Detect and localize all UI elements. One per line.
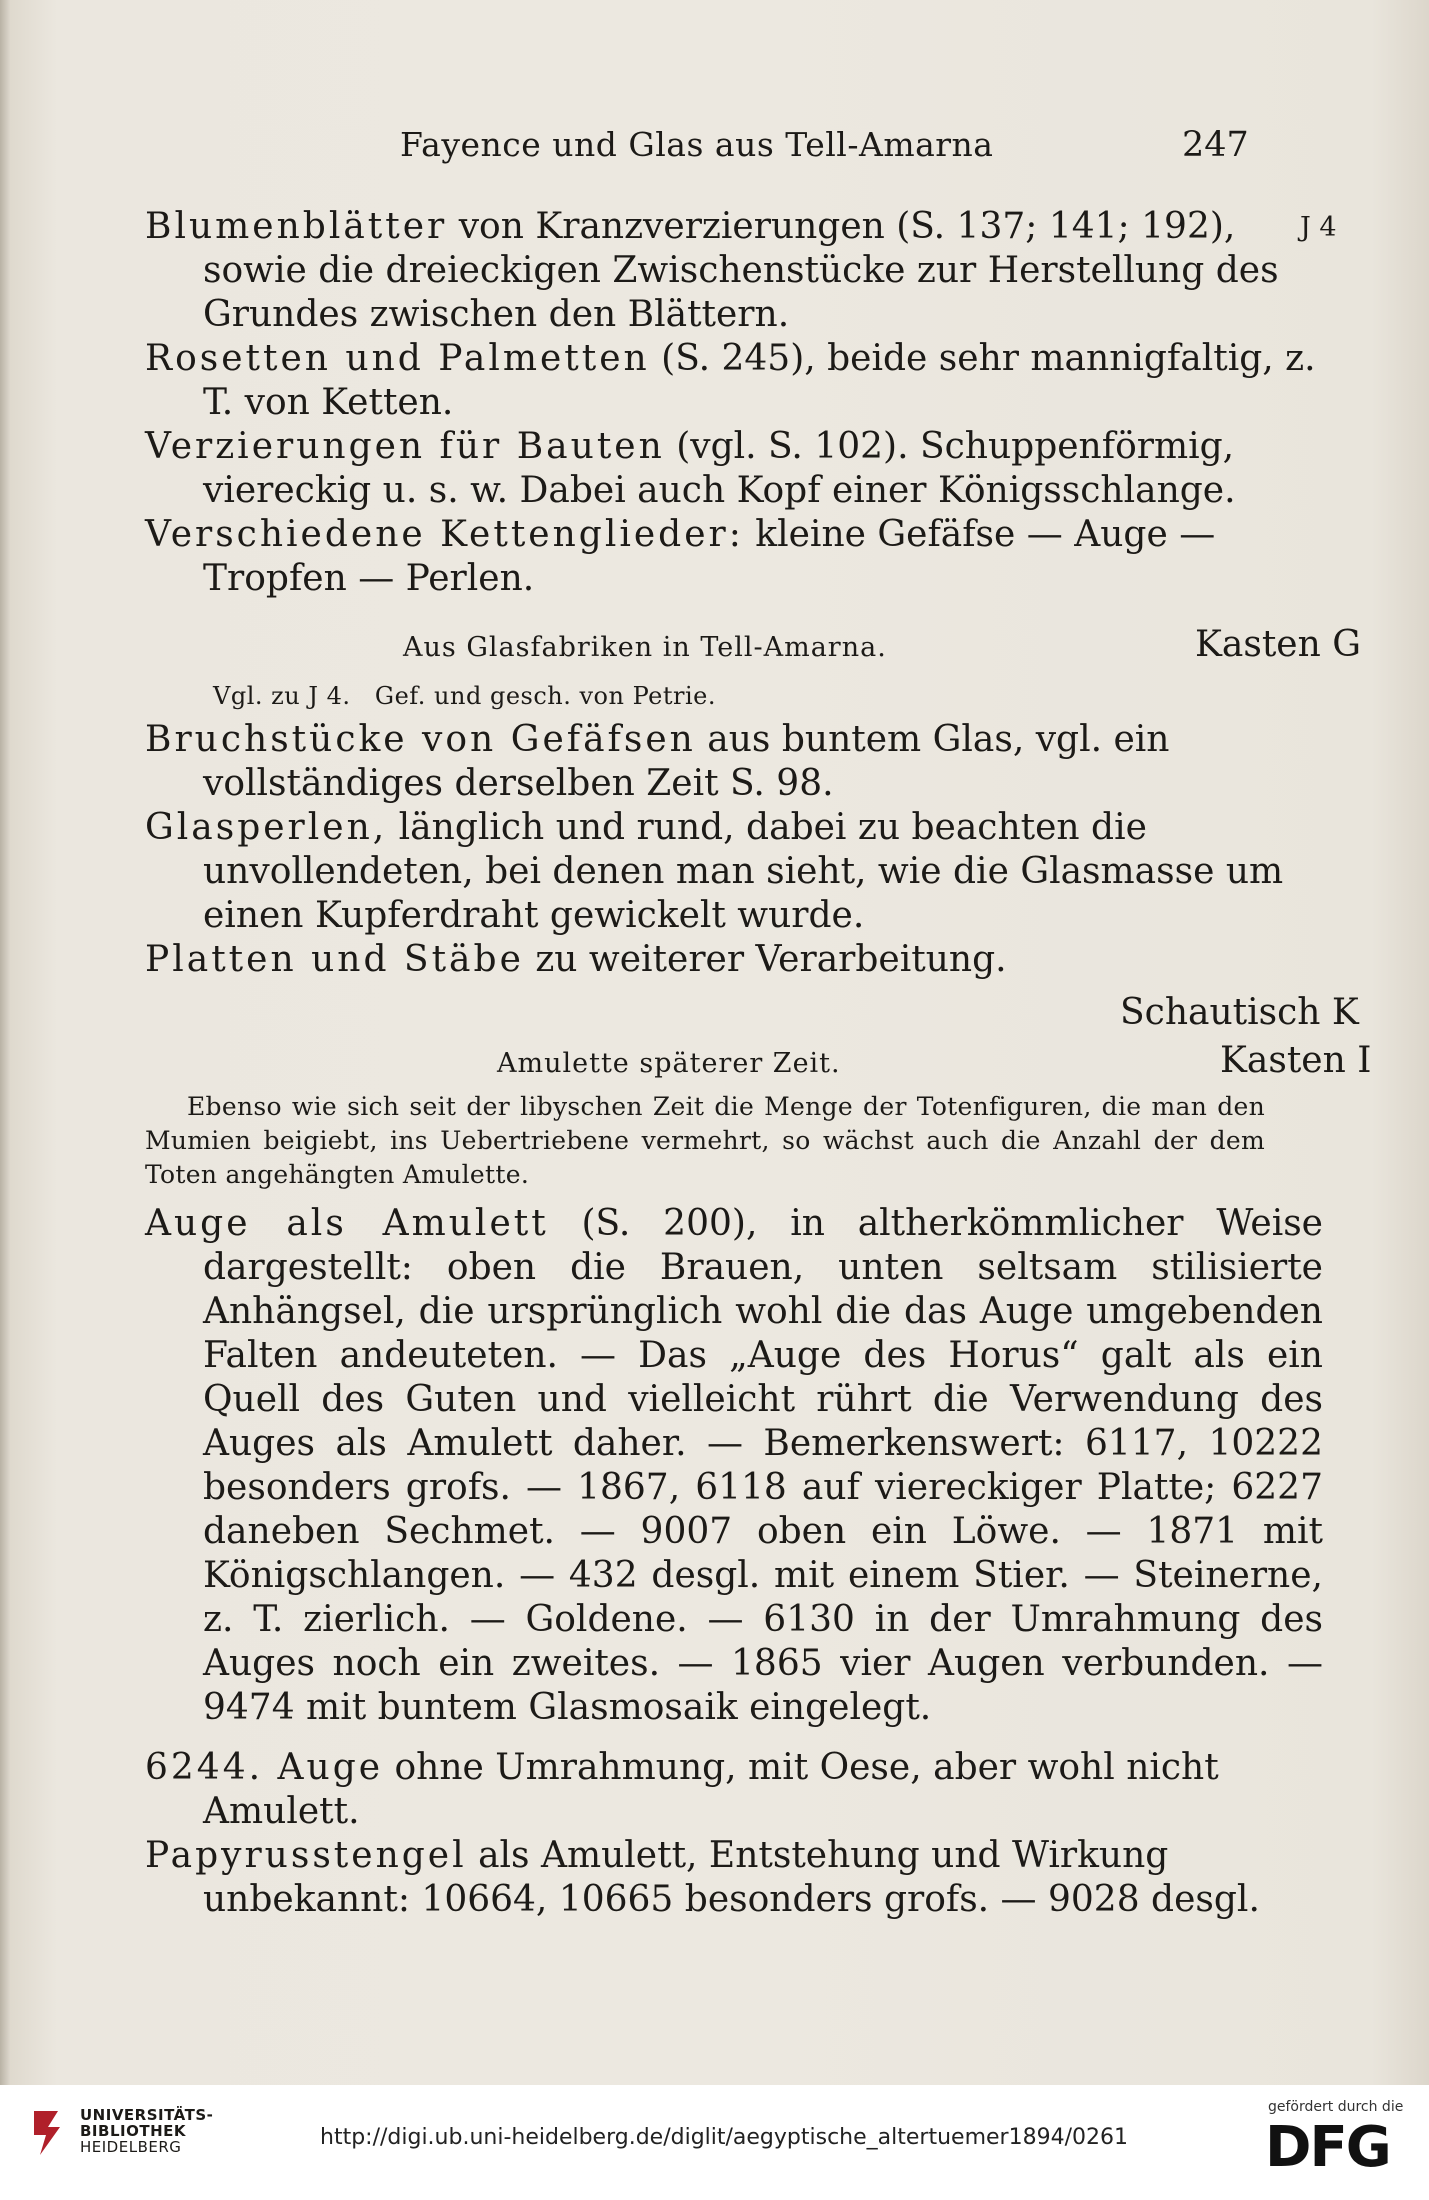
- running-title: Fayence und Glas aus Tell-Amarna: [400, 125, 994, 164]
- entry-text: als Amulett, Entstehung und Wirkung unbekannt: 10664, 10665 besonders grofs. — 9028 desgl.: [203, 1835, 1260, 1920]
- entry-lead: Papyrusstengel: [145, 1835, 467, 1876]
- entry-lead: Verschiedene Kettenglieder:: [145, 514, 744, 555]
- entry-lead: Platten und Stäbe: [145, 939, 524, 980]
- entry-text: von Kranzverzierungen (S. 137; 141; 192), sowie die dreieckigen Zwischenstücke zur Herstellung des Grundes zwischen den Blättern.: [203, 206, 1279, 335]
- entry-kettenglieder: [145, 513, 1323, 601]
- entry-text: aus buntem Glas, vgl. ein vollständiges derselben Zeit S. 98.: [203, 719, 1170, 804]
- entry-text: kleine Gefäfse — Auge — Tropfen — Perlen.: [203, 514, 1216, 599]
- entry-papyrusstengel: [145, 1834, 1323, 1922]
- entry-verzierungen: [145, 425, 1323, 513]
- permalink-url[interactable]: http://digi.ub.uni-heidelberg.de/diglit/aegyptische_altertuemer1894/0261: [320, 2125, 1128, 2150]
- funding-text: gefördert durch die: [1268, 2099, 1404, 2115]
- entry-platten: [145, 938, 1323, 982]
- case-label-g: Kasten G: [1195, 624, 1361, 665]
- display-label-k: Schautisch K: [1120, 992, 1359, 1033]
- dfg-logo: DFG: [1265, 2115, 1390, 2180]
- section-note-glas: Vgl. zu J 4. Gef. und gesch. von Petrie.: [213, 682, 716, 710]
- entry-auge-amulett: [145, 1202, 1323, 1730]
- page-gutter: [0, 0, 10, 2085]
- library-name: [80, 2107, 213, 2155]
- case-label-i: Kasten I: [1220, 1040, 1372, 1081]
- entry-text: länglich und rund, dabei zu beachten die unvollendeten, bei denen man sieht, wie die Glasmasse um einen Kupferdraht gewickelt wurde.: [203, 807, 1284, 936]
- section-heading-amulette: Amulette späterer Zeit.: [497, 1048, 841, 1079]
- library-logo-icon: [30, 2107, 68, 2159]
- entry-lead: Verzierungen für Bauten: [145, 426, 665, 467]
- section-heading-glas: Aus Glasfabriken in Tell-Amarna.: [403, 632, 887, 663]
- entry-lead: Rosetten und Palmetten: [145, 338, 650, 379]
- entry-rosetten: [145, 337, 1323, 425]
- entry-6244: [145, 1746, 1323, 1834]
- entry-text: ohne Umrahmung, mit Oese, aber wohl nicht Amulett.: [203, 1747, 1219, 1832]
- viewer-footer: [0, 2085, 1429, 2200]
- page-number: 247: [1182, 125, 1249, 165]
- section-intro-amulette: Ebenso wie sich seit der libyschen Zeit die Menge der Totenfiguren, die man den Mumien beigiebt, ins Uebertriebene vermehrt, so wächst auch die Anzahl der dem Toten angehängten Amulette.: [145, 1092, 1265, 1189]
- entry-lead: Blumenblätter: [145, 206, 448, 247]
- entry-text: (S. 200), in altherkömmlicher Weise dargestellt: oben die Brauen, unten seltsam stilisierte Anhängsel, die ursprünglich wohl die das Auge umgebenden Falten andeuteten. — Das „Auge des Horus“ galt als ein Quell des Guten und vielleicht rührt die Verwendung des Auges als Amulett daher. — Bemerkenswert: 6117, 10222 besonders grofs. — 1867, 6118 auf viereckiger Platte; 6227 daneben Sechmet. — 9007 oben ein Löwe. — 1871 mit Königschlangen. — 432 desgl. mit einem Stier. — Steinerne, z. T. zierlich. — Goldene. — 6130 in der Umrahmung des Auges noch ein zweites. — 1865 vier Augen verbunden. — 9474 mit buntem Glasmosaik eingelegt.: [203, 1203, 1323, 1728]
- library-name-line2: BIBLIOTHEK: [80, 2122, 186, 2140]
- page-header: [0, 125, 1429, 175]
- entry-lead: Glasperlen,: [145, 807, 388, 848]
- entry-blumenblaetter: [145, 205, 1323, 337]
- entry-lead: Auge als Amulett: [145, 1203, 549, 1244]
- entry-text: zu weiterer Verarbeitung.: [523, 939, 1007, 980]
- entry-lead: 6244. Auge: [145, 1747, 384, 1788]
- entry-lead: Bruchstücke von Gefäfsen: [145, 719, 696, 760]
- entry-glasperlen: [145, 806, 1323, 938]
- library-name-line3: HEIDELBERG: [80, 2138, 182, 2156]
- entry-text: (vgl. S. 102). Schuppenförmig, viereckig u. s. w. Dabei auch Kopf einer Königsschlange.: [203, 426, 1236, 511]
- library-name-line1: UNIVERSITÄTS-: [80, 2106, 214, 2124]
- entry-bruchstuecke: [145, 718, 1323, 806]
- margin-note-j4: J 4: [1300, 212, 1337, 243]
- entry-text: (S. 245), beide sehr mannigfaltig, z. T. von Ketten.: [203, 338, 1316, 423]
